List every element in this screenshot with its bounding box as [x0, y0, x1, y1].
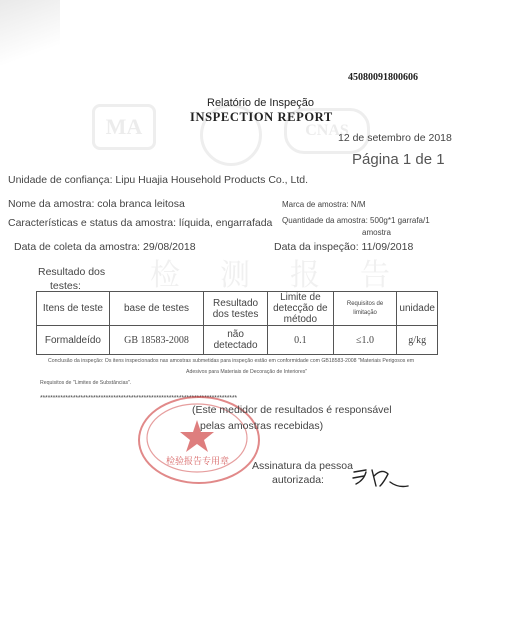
report-date: 12 de setembro de 2018 [338, 132, 452, 144]
table-row [37, 326, 438, 355]
signature-label: Assinatura da pessoa [252, 460, 353, 472]
conclusion-line-3: Requisitos de "Limites de Substâncias". [40, 380, 132, 386]
col-header-test-items: Itens de teste [37, 292, 110, 326]
col-header-test-result: Resultado dos testes [204, 292, 268, 326]
client-unit: Unidade de confiança: Lipu Huajia Household Products Co., Ltd. [8, 174, 309, 186]
authorized-signature [350, 462, 410, 492]
conclusion-line-1: Conclusão da inspeção: Os itens inspecionados nas amostras submetidas para inspeção estão em conformidade com GB18583-2008 "Materiais Perigosos em [48, 358, 415, 364]
sample-name: Nome da amostra: cola branca leitosa [8, 198, 185, 210]
folded-corner [0, 0, 60, 90]
sample-quantity-cont: amostra [362, 228, 391, 237]
table-header-row [37, 292, 438, 326]
collection-date: Data de coleta da amostra: 29/08/2018 [14, 241, 196, 253]
cell-limit-requirement: ≤1.0 [333, 326, 397, 355]
responsibility-note-cont: pelas amostras recebidas) [200, 420, 324, 432]
results-table [36, 291, 438, 355]
col-header-test-basis: base de testes [109, 292, 203, 326]
cell-test-item: Formaldeído [37, 326, 110, 355]
title-pt: Relatório de Inspeção [207, 97, 315, 109]
sample-brand: Marca de amostra: N/M [282, 200, 366, 209]
title-en: INSPECTION REPORT [190, 110, 333, 124]
conclusion-line-2: Adesivos para Materiais de Decoração de Interiores" [186, 369, 308, 375]
results-heading-cont: testes: [50, 280, 81, 292]
report-number: 45080091800606 [348, 72, 418, 83]
sample-characteristics: Características e status da amostra: líquida, engarrafada [8, 217, 273, 229]
watermark-cnas-logo: CNAS [284, 108, 370, 154]
separator-line: ****************************************************************************** [40, 395, 237, 402]
results-heading: Resultado dos [38, 266, 106, 278]
cell-detection-limit: 0.1 [267, 326, 333, 355]
page-number: Página 1 de 1 [352, 151, 445, 168]
stamp-text: 检验报告专用章 [166, 457, 230, 467]
cell-unit: g/kg [397, 326, 438, 355]
cell-test-result: não detectado [204, 326, 268, 355]
responsibility-note: (Este medidor de resultados é responsável [192, 404, 392, 416]
watermark-ma-logo: MA [92, 104, 156, 150]
inspection-date: Data da inspeção: 11/09/2018 [274, 241, 414, 253]
col-header-detection-limit: Limite de detecção de método [267, 292, 333, 326]
sample-quantity: Quantidade da amostra: 500g*1 garrafa/1 [282, 216, 430, 225]
col-header-unit: unidade [397, 292, 438, 326]
signature-label-cont: autorizada: [272, 474, 324, 486]
col-header-limit-requirements: Requisitos de limitação [333, 292, 397, 326]
watermark-characters: 检测报告 [150, 258, 430, 293]
cell-test-basis: GB 18583-2008 [109, 326, 203, 355]
